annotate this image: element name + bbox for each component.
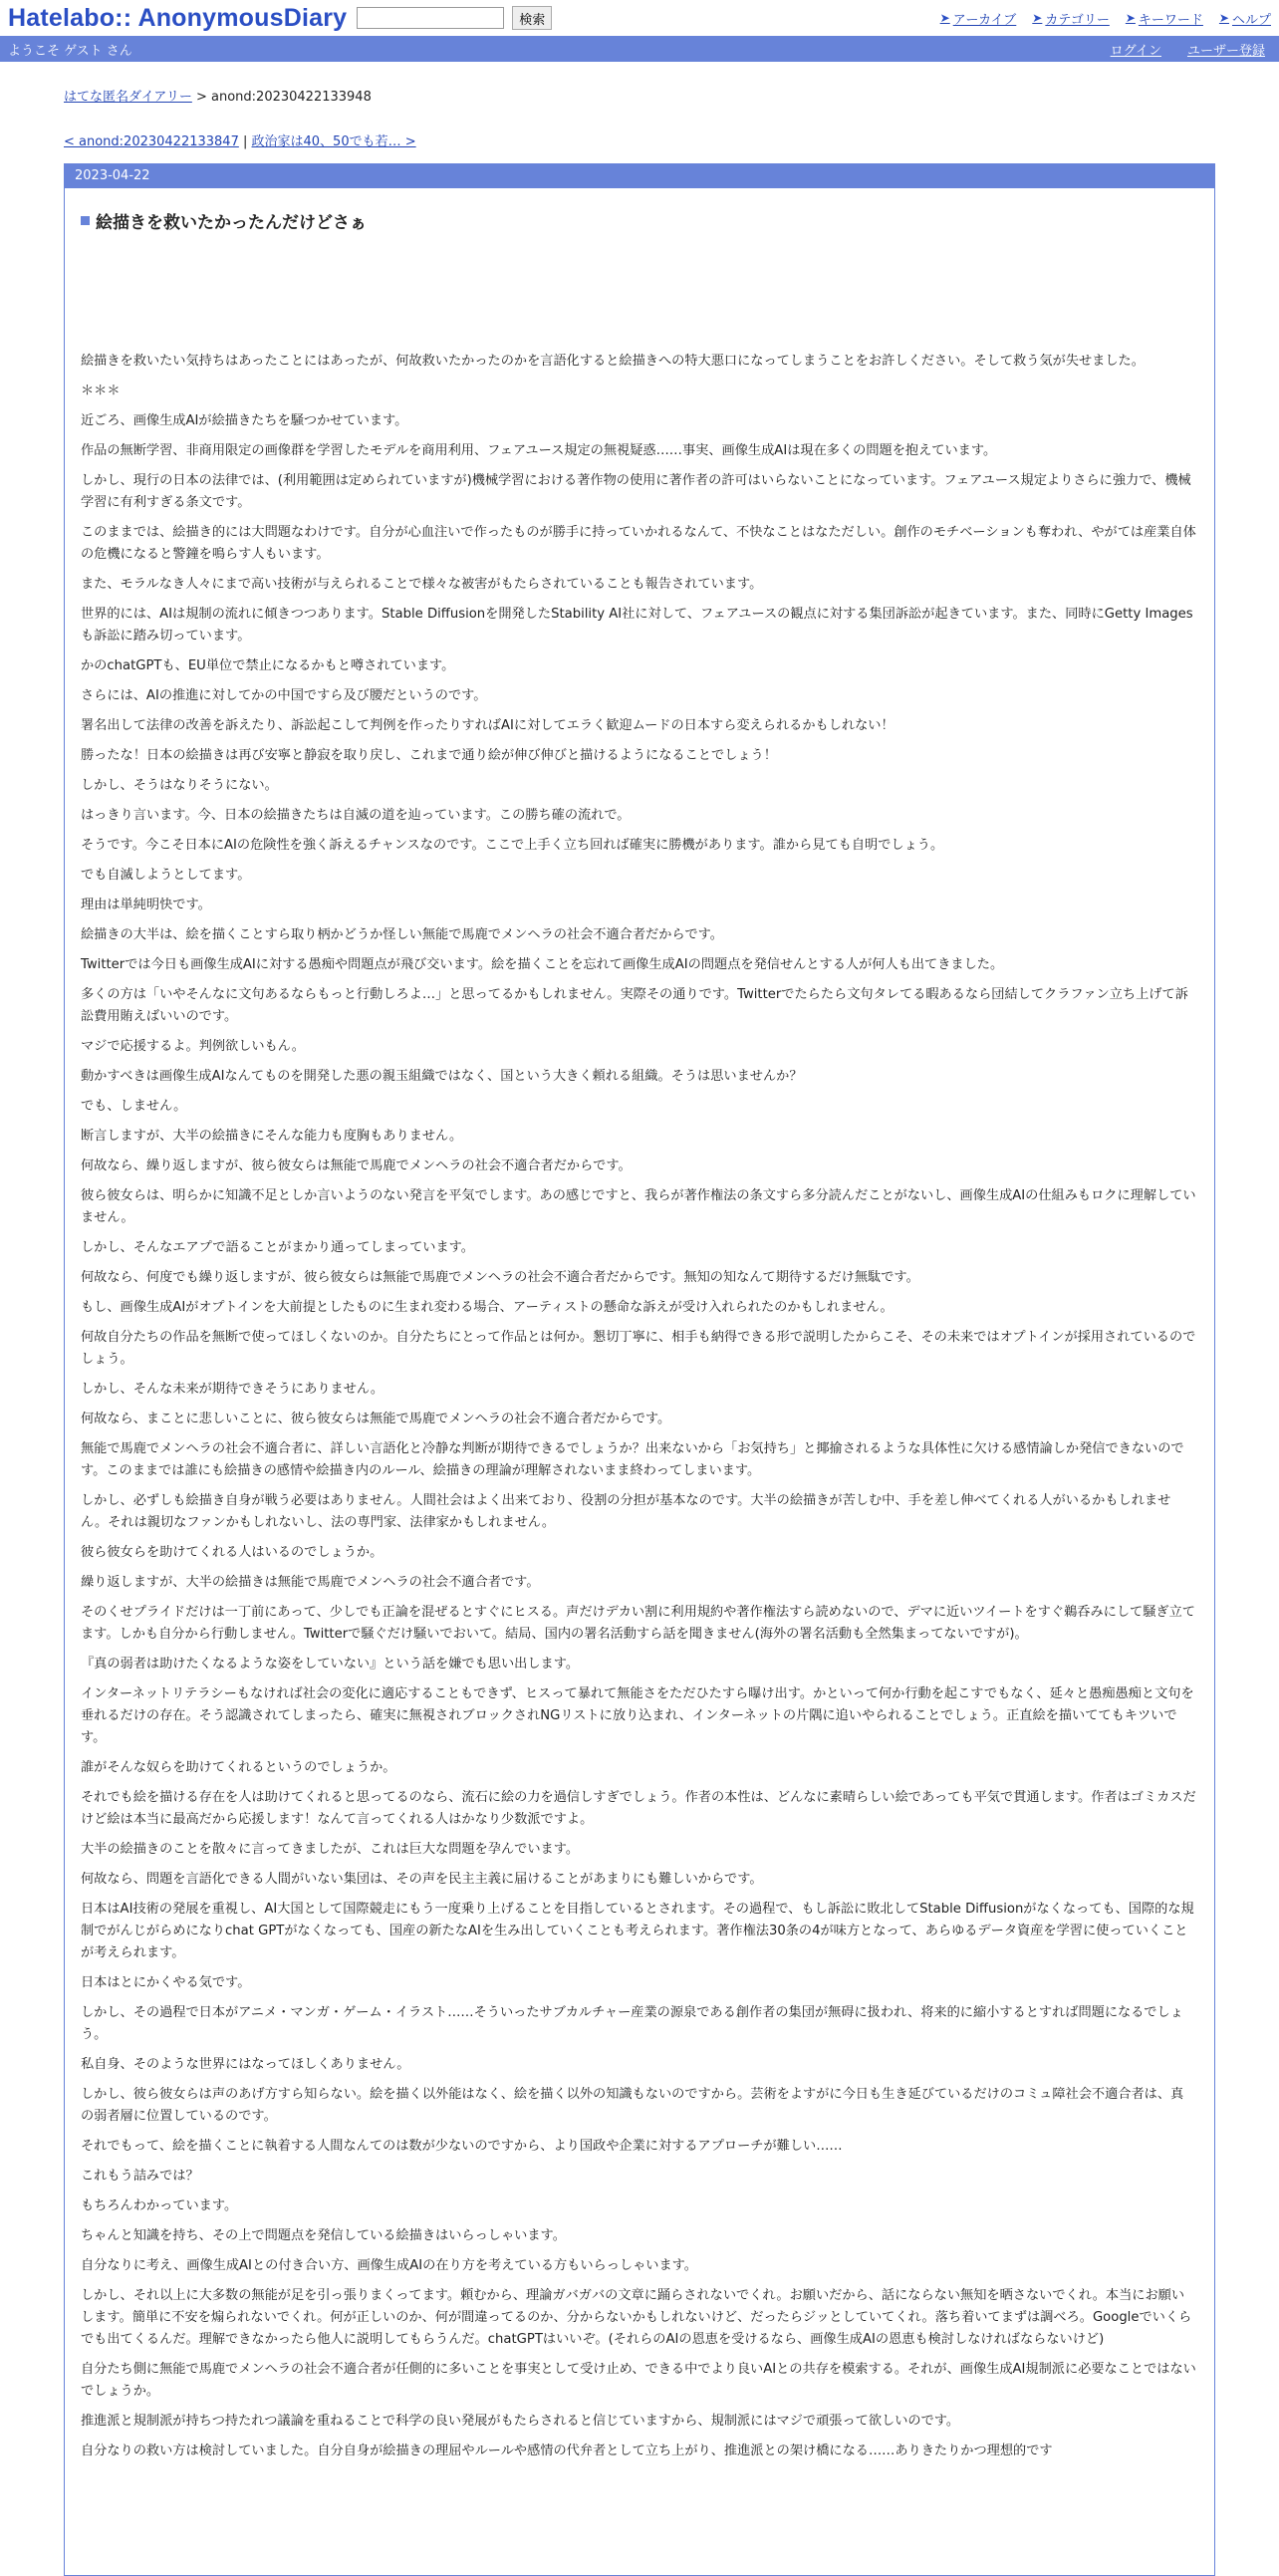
entry-paragraph: 自分なりに考え、画像生成AIとの付き合い方、画像生成AIの在り方を考えている方もいらっしゃいます。	[81, 2258, 697, 2273]
entry	[65, 188, 1214, 2462]
entry-paragraph: マジで応援するよ。判例欲しいもん。	[81, 1039, 305, 1054]
entry-paragraph: もし、画像生成AIがオプトインを大前提としたものに生まれ変わる場合、アーティストの懸命な訴えが受け入れられたのかもしれません。	[81, 1300, 894, 1315]
entry-paragraph: 絵描きの大半は、絵を描くことすら取り柄かどうか怪しい無能で馬鹿でメンヘラの社会不適合者だからです。	[81, 927, 723, 942]
entry-paragraph: 何故自分たちの作品を無断で使ってほしくないのか。自分たちにとって作品とは何か。懇切丁寧に、相手も納得できる形で説明したからこそ、その未来ではオプトインが採用されているのでしょう。	[81, 1330, 1196, 1367]
entry-paragraph: このままでは、絵描き的には大問題なわけです。自分が心血注いで作ったものが勝手に持っていかれるなんて、不快なことはなただしい。創作のモチベーションも奪われ、やがては産業自体の危機になると警鐘を鳴らす人もいます。	[81, 525, 1196, 562]
entry-paragraph: 日本はAI技術の発展を重視し、AI大国として国際競走にもう一度乗り上げることを目指しているとされます。その過程で、もし訴訟に敗北してStable Diffusionがなくなっても、国際的な規制でがんじがらめになりchat GPTがなくなっても、国産の新たなAIを生み出していくことも考えられます。著作権法30条の4が味方となって、あらゆるデータ資産を学習に使っていくことが考えられます。	[81, 1902, 1194, 1960]
entry-paragraph: これもう詰みでは？	[81, 2169, 199, 2184]
entry-paragraph: しかし、現行の日本の法律では、(利用範囲は定められていますが)機械学習における著作物の使用に著作者の許可はいらないことになっています。フェアユース規定よりさらに強力で、機械学習に有利すぎる条文です。	[81, 473, 1191, 510]
entry-paragraph: インターネットリテラシーもなければ社会の変化に適応することもできず、ヒスって暴れて無能さをただひたすら曝け出す。かといって何か行動を起こすでもなく、延々と愚痴愚痴と文句を垂れるだけの存在。そう認識されてしまったら、確実に無視されブロックされNGリストに放り込まれ、インターネットの片隅に追いやられることでしょう。正直絵を描いててもキツいです。	[81, 1686, 1194, 1745]
entry-paragraph: それでもって、絵を描くことに執着する人間なんてのは数が少ないのですから、より国政や企業に対するアプローチが難しい……	[81, 2139, 843, 2154]
entry-paragraph: 何故なら、繰り返しますが、彼ら彼女らは無能で馬鹿でメンヘラの社会不適合者だからです。	[81, 1159, 632, 1173]
arrow-icon: ➤	[939, 11, 950, 25]
entry-paragraph: 絵描きを救いたい気持ちはあったことにはあったが、何故救いたかったのかを言語化すると絵描きへの特大悪口になってしまうことをお許しください。そして救う気が失せました。	[81, 354, 1145, 369]
entry-paragraph: 自分なりの救い方は検討していました。自分自身が絵描きの理屈やルールや感情の代弁者として立ち上がり、推進派との架け橋になる……ありきたりかつ理想的です	[81, 2444, 1053, 2458]
search-input[interactable]	[357, 7, 504, 29]
register-link[interactable]: ユーザー登録	[1186, 43, 1265, 59]
site-logo[interactable]: Hatelabo:: AnonymousDiary	[8, 3, 348, 32]
next-entry-link[interactable]: 政治家は40、50でも若… >	[251, 134, 416, 149]
entry-paragraph: はっきり言います。今、日本の絵描きたちは自滅の道を辿っています。この勝ち確の流れで。	[81, 808, 631, 823]
login-link[interactable]: ログイン	[1110, 43, 1161, 59]
welcome-text: ようこそ ゲスト さん	[8, 43, 132, 59]
entry-paragraph: 彼ら彼女らは、明らかに知識不足としか言いようのない発言を平気でします。あの感じですと、我らが著作権法の条文すら多分読んだことがないし、画像生成AIの仕組みもロクに理解していません。	[81, 1188, 1196, 1225]
search-form	[357, 6, 552, 30]
entry-paragraph: でも、しません。	[81, 1099, 187, 1114]
square-bullet-icon[interactable]	[81, 216, 90, 225]
arrow-icon: ➤	[1125, 11, 1136, 25]
entry-paragraph: しかし、彼ら彼女らは声のあげ方すら知らない。絵を描く以外能はなく、絵を描く以外の知識もないのですから。芸術をよすがに今日も生き延びているだけのコミュ障社会不適合者は、真の弱者層に位置しているのです。	[81, 2087, 1184, 2124]
entry-paragraph: 作品の無断学習、非商用限定の画像群を学習したモデルを商用利用、フェアユース規定の無視疑惑……事実、画像生成AIは現在多くの問題を抱えています。	[81, 443, 997, 458]
breadcrumb-home[interactable]: はてな匿名ダイアリー	[64, 90, 192, 105]
entry-paragraph: 『真の弱者は助けたくなるような姿をしていない』という話を嫌でも思い出します。	[81, 1657, 580, 1672]
entry-title	[81, 208, 1196, 233]
entry-paragraph: 世界的には、AIは規制の流れに傾きつつあります。Stable Diffusionを開発したStability AI社に対して、フェアユースの観点に対する集団訴訟が起きています。また、同時にGetty Imagesも訴訟に踏み切っています。	[81, 607, 1193, 644]
entry-paragraph: しかし、その過程で日本がアニメ・マンガ・ゲーム・イラスト……そういったサブカルチャー産業の源泉である創作者の集団が無碍に扱われ、将来的に縮小するとすれば問題になるでしょう。	[81, 2005, 1183, 2042]
entry-paragraph: しかし、それ以上に大多数の無能が足を引っ張りまくってます。頼むから、理論ガバガバの文章に踊らされないでくれ。お願いだから、話にならない無知を晒さないでくれ。本当にお願いします。簡単に不安を煽られないでくれ。何が正しいのか、何が間違ってるのか、分からないかもしれないけど、だったらジッとしていてくれ。落ち着いてまずは調べろ。Googleでいくらでも出てくるんだ。理解できなかったら他人に説明してもらうんだ。chatGPTはいいぞ。(それらのAIの恩恵を受けるなら、画像生成AIの恩恵も検討しなければならないけど)	[81, 2288, 1192, 2347]
entry-paragraph: また、モラルなき人々にまで高い技術が与えられることで様々な被害がもたらされていることも報告されています。	[81, 577, 763, 592]
breadcrumb-current: anond:20230422133948	[211, 90, 372, 105]
entry-paragraph: しかし、そんな未来が期待できそうにありません。	[81, 1382, 384, 1397]
entry-paragraph: 彼ら彼女らを助けてくれる人はいるのでしょうか。	[81, 1545, 384, 1560]
prev-entry-link[interactable]: < anond:20230422133847	[64, 134, 239, 149]
user-bar	[0, 36, 1279, 62]
entry-paragraph: 署名出して法律の改善を訴えたり、訴訟起こして判例を作ったりすればAIに対してエラく歓迎ムードの日本すら変えられるかもしれない！	[81, 718, 895, 733]
day-section	[64, 163, 1215, 2576]
entry-paragraph: 繰り返しますが、大半の絵描きは無能で馬鹿でメンヘラの社会不適合者です。	[81, 1575, 540, 1590]
top-nav	[940, 9, 1271, 28]
entry-paragraph: 何故なら、何度でも繰り返しますが、彼ら彼女らは無能で馬鹿でメンヘラの社会不適合者だからです。無知の知なんて期待するだけ無駄です。	[81, 1270, 919, 1285]
nav-help[interactable]: ➤ ヘルプ	[1218, 11, 1271, 28]
entry-paragraph: 何故なら、問題を言語化できる人間がいない集団は、その声を民主主義に届けることがあまりにも難しいからです。	[81, 1872, 763, 1887]
entry-paragraph: 誰がそんな奴らを助けてくれるというのでしょうか。	[81, 1760, 396, 1775]
entry-paragraph: 大半の絵描きのことを散々に言ってきましたが、これは巨大な問題を孕んでいます。	[81, 1842, 580, 1857]
arrow-icon: ➤	[1032, 11, 1043, 25]
entry-paragraph: 私自身、そのような世界にはなってほしくありません。	[81, 2057, 410, 2072]
nav-keyword[interactable]: ➤ キーワード	[1125, 11, 1203, 28]
entry-paragraph: ちゃんと知識を持ち、その上で問題点を発信している絵描きはいらっしゃいます。	[81, 2228, 566, 2243]
entry-paragraph: かのchatGPTも、EU単位で禁止になるかもと噂されています。	[81, 658, 455, 673]
arrow-icon: ➤	[1218, 11, 1229, 25]
entry-paragraph: 日本はとにかくやる気です。	[81, 1975, 251, 1990]
breadcrumb: はてな匿名ダイアリー > anond:20230422133948	[64, 90, 372, 105]
entry-paragraph: 断言しますが、大半の絵描きにそんな能力も度胸もありません。	[81, 1129, 463, 1144]
entry-paragraph: でも自滅しようとしてます。	[81, 868, 251, 883]
entry-paragraph: しかし、そんなエアプで語ることがまかり通ってしまっています。	[81, 1240, 474, 1255]
entry-paragraph: 推進派と規制派が持ちつ持たれつ議論を重ねることで科学の良い発展がもたらされると信じていますから、規制派にはマジで頑張って欲しいのです。	[81, 2414, 960, 2429]
entry-pager: < anond:20230422133847 | 政治家は40、50でも若… >	[64, 134, 416, 149]
entry-paragraph: 自分たち側に無能で馬鹿でメンヘラの社会不適合者が任側的に多いことを事実として受け止め、できる中でより良いAIとの共存を模索する。それが、画像生成AI規制派に必要なことではないでしょうか。	[81, 2362, 1196, 2399]
entry-paragraph: 理由は単純明快です。	[81, 898, 211, 912]
entry-paragraph: もちろんわかっています。	[81, 2198, 238, 2213]
main-content	[64, 86, 1215, 2576]
entry-paragraph: 多くの方は「いやそんなに文句あるならもっと行動しろよ…」と思ってるかもしれません。実際その通りです。Twitterでたらたら文句タレてる暇あるなら団結してクラファン立ち上げて訴訟費用賄えばいいのです。	[81, 987, 1188, 1024]
entry-paragraph: しかし、そうはなりそうにない。	[81, 778, 278, 793]
nav-category[interactable]: ➤ カテゴリー	[1032, 11, 1110, 28]
search-button[interactable]: 検索	[512, 6, 552, 30]
top-header	[0, 0, 1279, 36]
entry-paragraph: 勝ったな！日本の絵描きは再び安寧と静寂を取り戻し、これまで通り絵が伸び伸びと描けるようになることでしょう！	[81, 748, 777, 763]
entry-paragraph: そのくせプライドだけは一丁前にあって、少しでも正論を混ぜるとすぐにヒスる。声だけデカい割に利用規約や著作権法すら読めないので、デマに近いツイートをすぐ鵜呑みにして騒ぎ立てます。しかも自分から行動しません。Twitterで騒ぐだけ騒いでおいて。結局、国内の署名活動すら話を聞きません(海外の署名活動も全然集まってないですが)。	[81, 1605, 1195, 1642]
entry-paragraph: 近ごろ、画像生成AIが絵描きたちを騒つかせています。	[81, 413, 408, 428]
entry-body	[81, 351, 1196, 2462]
entry-paragraph: 何故なら、まことに悲しいことに、彼ら彼女らは無能で馬鹿でメンヘラの社会不適合者だからです。	[81, 1412, 671, 1426]
entry-paragraph: それでも絵を描ける存在を人は助けてくれると思ってるのなら、流石に絵の力を過信しすぎでしょう。作者の本性は、どんなに素晴らしい絵であっても平気で貫通します。作者はゴミカスだけど絵は本当に最高だから応援します！なんて言ってくれる人はかなり少数派ですよ。	[81, 1790, 1196, 1827]
day-date: 2023-04-22	[65, 164, 1214, 188]
entry-paragraph: 無能で馬鹿でメンヘラの社会不適合者に、詳しい言語化と冷静な判断が期待できるでしょうか？出来ないから「お気持ち」と揶揄されるような具体性に欠ける感情論しか発信できないのです。このままでは誰にも絵描きの感情や絵描き内のルール、絵描きの理論が理解されないまま終わってしまいます。	[81, 1441, 1184, 1478]
entry-paragraph: Twitterでは今日も画像生成AIに対する愚痴や問題点が飛び交います。絵を描くことを忘れて画像生成AIの問題点を発信せんとする人が何人も出てきました。	[81, 957, 1004, 972]
entry-title-text: 絵描きを救いたかったんだけどさぁ	[96, 213, 367, 233]
entry-paragraph: さらには、AIの推進に対してかの中国ですら及び腰だというのです。	[81, 688, 487, 703]
entry-paragraph: しかし、必ずしも絵描き自身が戦う必要はありません。人間社会はよく出来ており、役割の分担が基本なのです。大半の絵描きが苦しむ中、手を差し伸べてくれる人がいるかもしれません。それは親切なファンかもしれないし、法の専門家、法律家かもしれません。	[81, 1493, 1171, 1530]
entry-paragraph: 動かすべきは画像生成AIなんてものを開発した悪の親玉組織ではなく、国という大きく頼れる組織。そうは思いませんか？	[81, 1069, 803, 1084]
entry-paragraph: そうです。今こそ日本にAIの危険性を強く訴えるチャンスなのです。ここで上手く立ち回れば確実に勝機があります。誰から見ても自明でしょう。	[81, 838, 944, 853]
nav-archive[interactable]: ➤ アーカイブ	[939, 11, 1017, 28]
entry-paragraph: ＊＊＊	[81, 384, 121, 398]
